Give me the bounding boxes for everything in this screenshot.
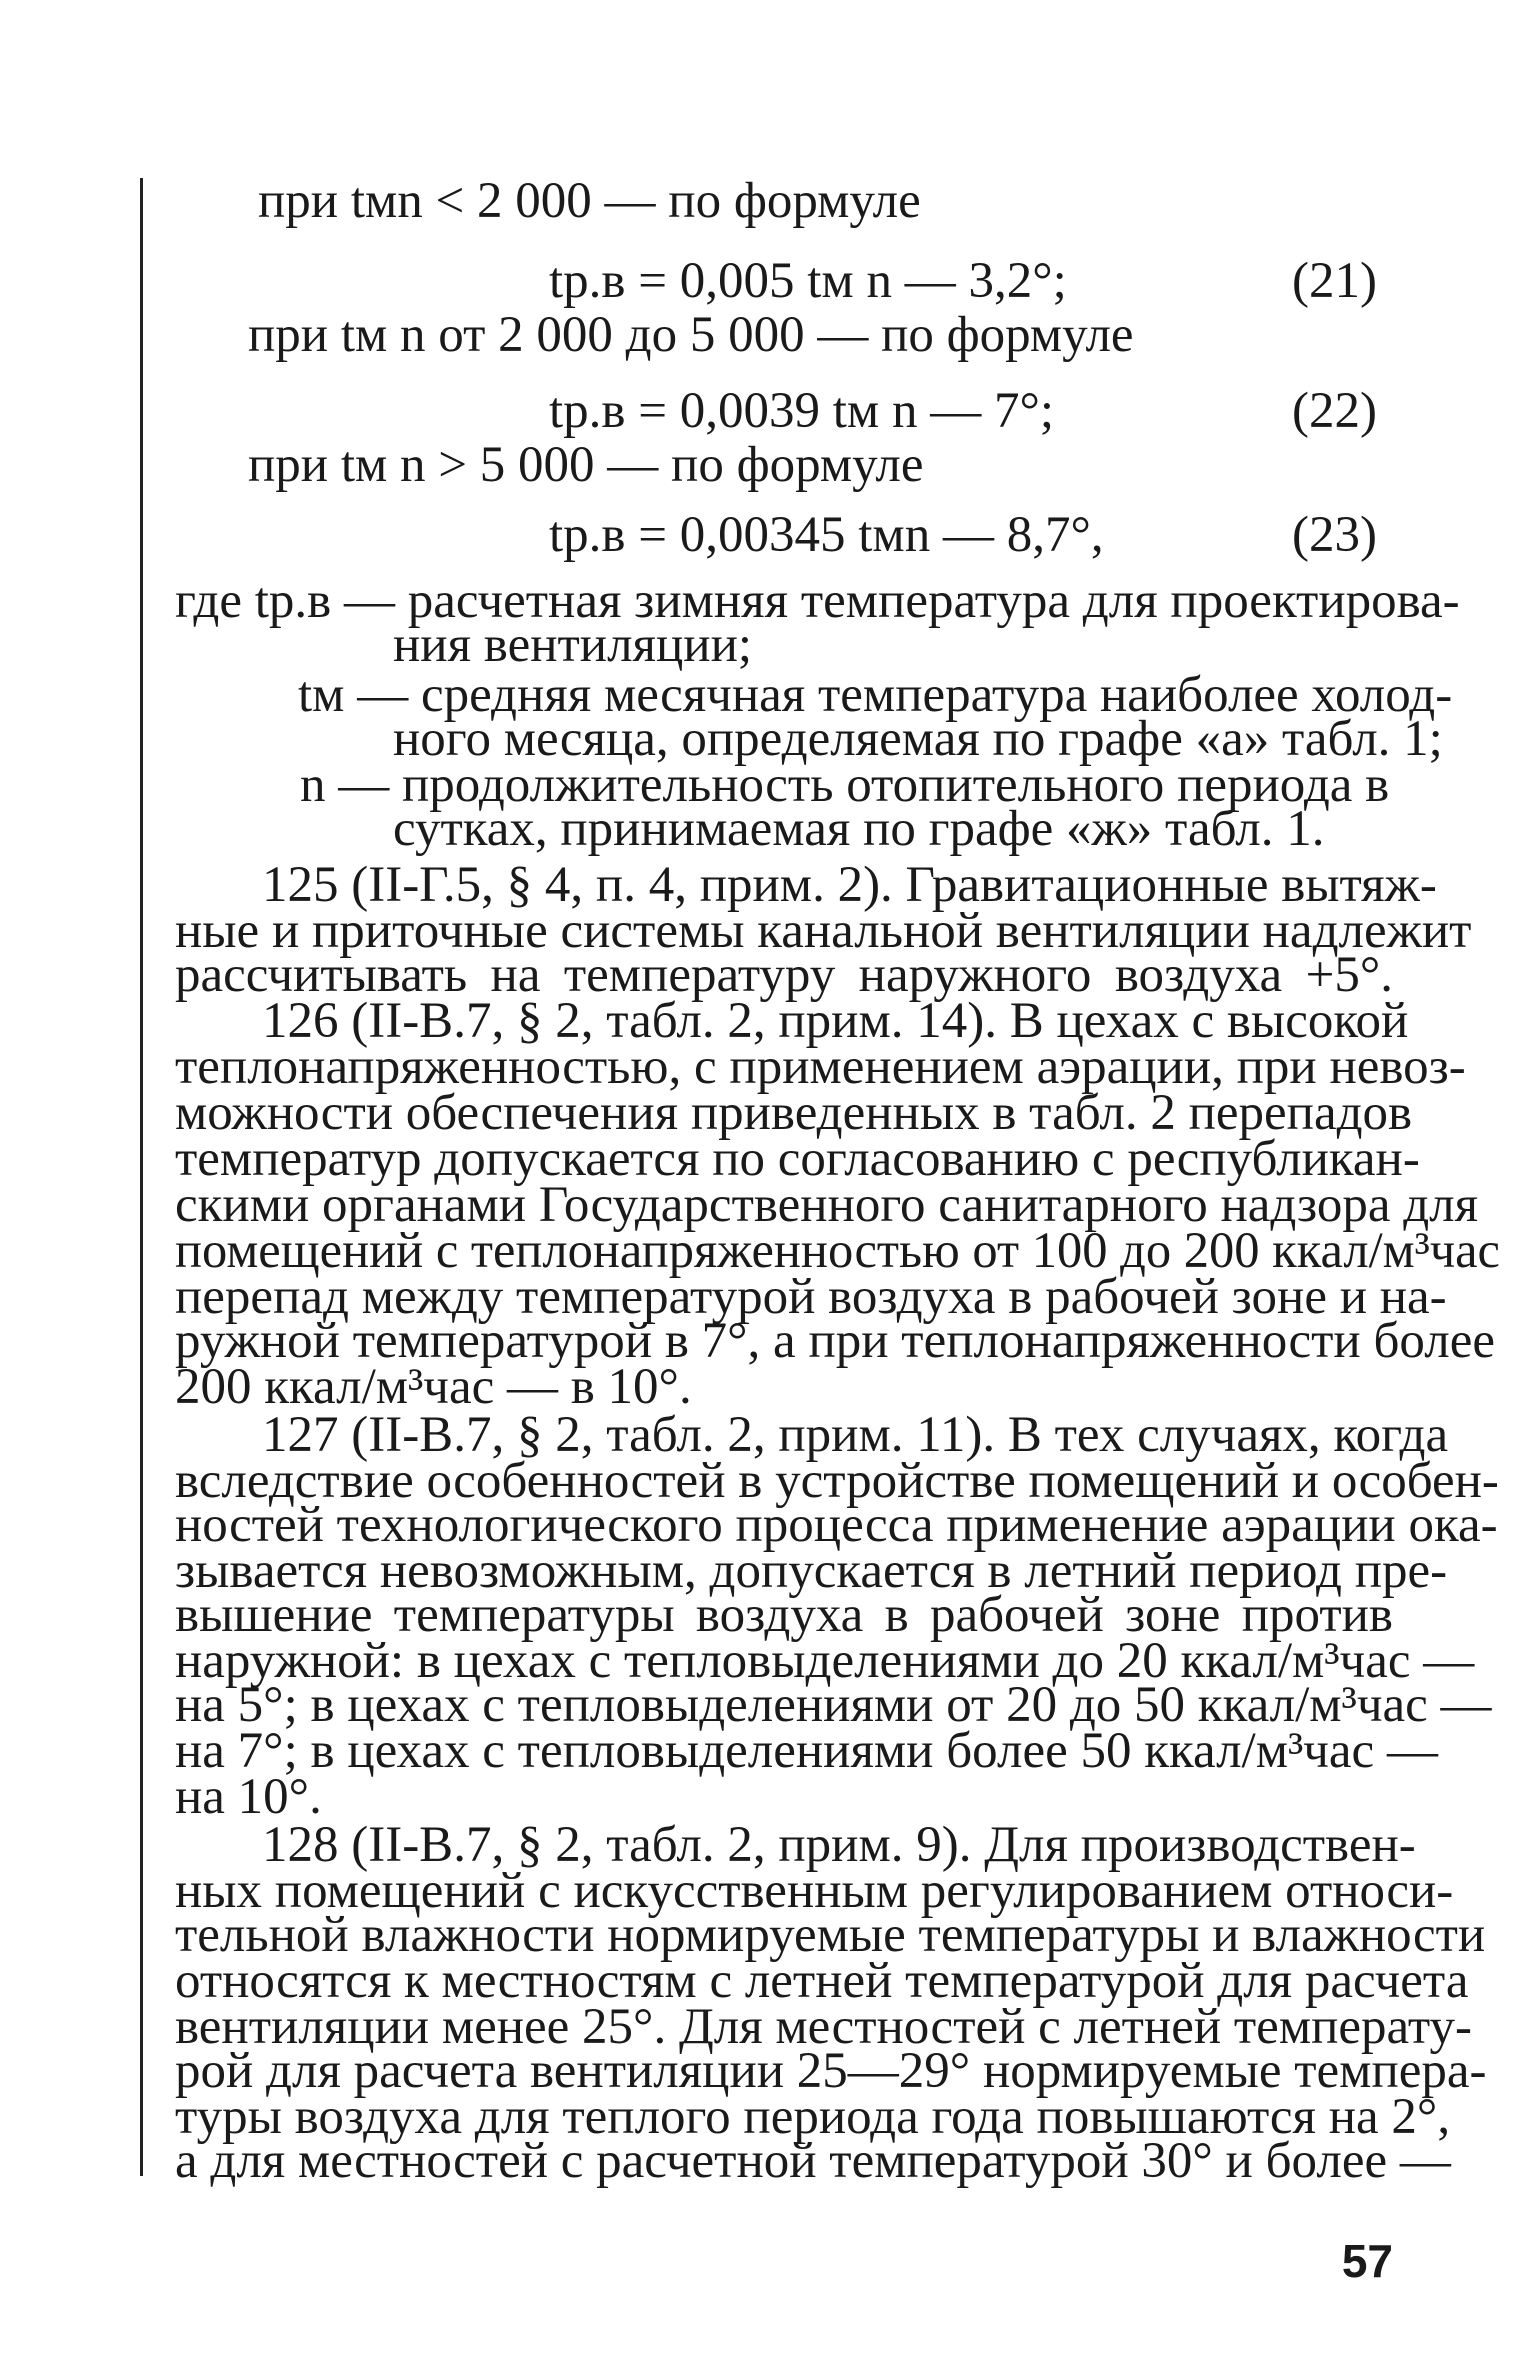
text-line: наружной: в цехах с тепловыделениями до 20 ккал/м³час — (175, 1633, 1475, 1689)
text-line: теплонапряженностью, с применением аэрации, при невоз- (175, 1039, 1466, 1095)
text-line: температур допускается по согласованию с республикан- (175, 1131, 1420, 1187)
text-line: ного месяца, определяемая по графе «а» табл. 1; (393, 711, 1443, 767)
text-line: tм — средняя месячная температура наиболее холод- (298, 667, 1453, 723)
text-line: на 7°; в цехах с тепловыделениями более 50 ккал/м³час — (175, 1723, 1438, 1779)
text-line: при tм n > 5 000 — по формуле (248, 437, 924, 493)
text-line: туры воздуха для теплого периода года повышаются на 2°, (175, 2089, 1451, 2145)
text-line: 200 ккал/м³час — в 10°. (175, 1359, 692, 1415)
text-line: рассчитывать на температуру наружного воздуха +5°. (175, 947, 1393, 1003)
margin-rule (140, 178, 143, 2176)
text-line: 125 (II-Г.5, § 4, п. 4, прим. 2). Гравитационные вытяж- (262, 857, 1437, 913)
text-line: 128 (II-В.7, § 2, табл. 2, прим. 9). Для производствен- (262, 1817, 1416, 1873)
text-line: 126 (II-В.7, § 2, табл. 2, прим. 14). В цехах с высокой (262, 993, 1409, 1049)
text-line: tр.в = 0,005 tм n — 3,2°; (549, 253, 1067, 309)
text-line: при tмn < 2 000 — по формуле (258, 173, 921, 229)
text-line: ния вентиляции; (393, 617, 753, 673)
text-line: скими органами Государственного санитарного надзора для (175, 1177, 1479, 1233)
text-line: на 5°; в цехах с тепловыделениями от 20 до 50 ккал/м³час — (175, 1677, 1492, 1733)
text-line: вентиляции менее 25°. Для местностей с летней температу- (175, 1999, 1472, 2055)
page-number: 57 (1341, 2235, 1393, 2287)
text-line: перепад между температурой воздуха в рабочей зоне и на- (175, 1269, 1447, 1325)
text-line: рой для расчета вентиляции 25—29° нормируемые темпера- (175, 2043, 1487, 2099)
text-line: 127 (II-В.7, § 2, табл. 2, прим. 11). В тех случаях, когда (262, 1407, 1449, 1463)
text-line: зывается невозможным, допускается в летний период пре- (175, 1543, 1448, 1599)
text-line: ных помещений с искусственным регулированием относи- (175, 1863, 1454, 1919)
text-line: вследствие особенностей в устройстве помещений и особен- (175, 1453, 1499, 1509)
text-line: (22) (1292, 383, 1377, 439)
text-line: ные и приточные системы канальной вентиляции надлежит (175, 903, 1472, 959)
text-line: n — продолжительность отопительного периода в (300, 757, 1390, 813)
text-line: (23) (1292, 507, 1377, 563)
text-line: ружной температурой в 7°, а при теплонапряженности более (175, 1313, 1495, 1369)
text-line: при tм n от 2 000 до 5 000 — по формуле (248, 307, 1134, 363)
text-line: tр.в = 0,00345 tмn — 8,7°, (549, 507, 1104, 563)
text-line: помещений с теплонапряженностью от 100 до 200 ккал/м³час (175, 1223, 1500, 1279)
text-line: относятся к местностям с летней температурой для расчета (175, 1953, 1469, 2009)
text-line: на 10°. (175, 1769, 322, 1825)
text-line: где tр.в — расчетная зимняя температура для проектирова- (175, 573, 1460, 629)
text-line: вышение температуры воздуха в рабочей зоне против (175, 1587, 1393, 1643)
text-line: а для местностей с расчетной температурой 30° и более — (175, 2133, 1451, 2189)
text-line: (21) (1292, 253, 1377, 309)
text-line: тельной влажности нормируемые температуры и влажности (175, 1907, 1486, 1963)
text-line: ностей технологического процесса применение аэрации ока- (175, 1497, 1498, 1553)
text-line: сутках, принимаемая по графе «ж» табл. 1. (393, 801, 1325, 857)
text-line: tр.в = 0,0039 tм n — 7°; (549, 383, 1055, 439)
text-line: можности обеспечения приведенных в табл. 2 перепадов (175, 1085, 1413, 1141)
